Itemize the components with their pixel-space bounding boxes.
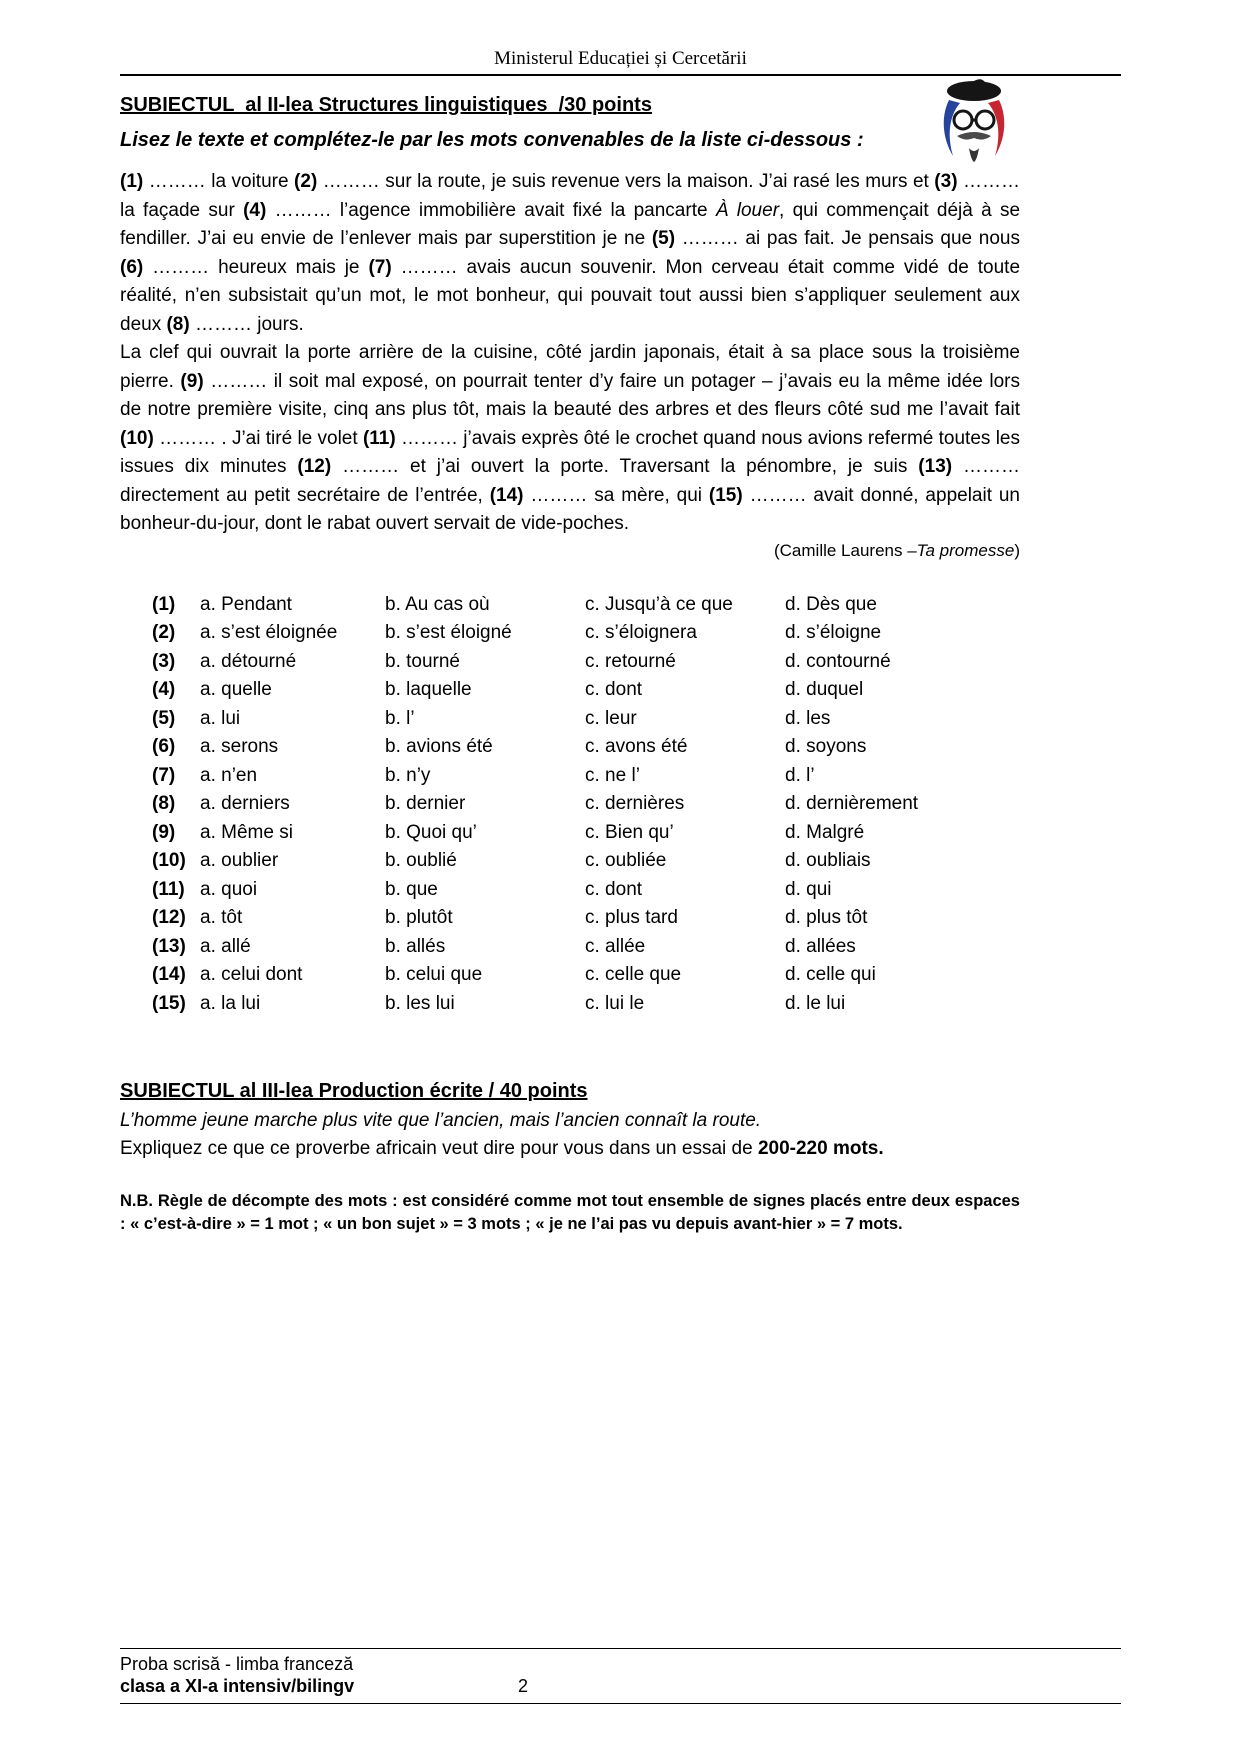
- option-c: c. ne l’: [585, 764, 640, 786]
- option-d: d. le lui: [785, 992, 846, 1014]
- option-b: b. les lui: [385, 992, 455, 1014]
- option-b: b. dernier: [385, 793, 466, 814]
- option-c: c. plus tard: [585, 907, 678, 928]
- option-number: (10): [152, 850, 186, 871]
- option-d: d. contourné: [785, 650, 891, 672]
- option-a: a. quelle: [200, 679, 272, 700]
- option-c: c. Jusqu’à ce que: [585, 593, 733, 615]
- option-number: (2): [152, 622, 176, 643]
- option-number: (9): [152, 821, 176, 843]
- option-a: a. s’est éloignée: [200, 622, 338, 643]
- option-a: a. quoi: [200, 878, 258, 900]
- option-c: c. dont: [585, 878, 643, 900]
- option-row: [152, 904, 1020, 933]
- option-row: [152, 933, 1020, 962]
- option-number: (4): [152, 679, 176, 700]
- option-a: a. serons: [200, 736, 279, 757]
- option-number: (6): [152, 736, 176, 757]
- option-a: a. détourné: [200, 650, 297, 672]
- option-a: a. la lui: [200, 992, 261, 1014]
- option-c: c. dont: [585, 679, 643, 700]
- option-b: b. s’est éloigné: [385, 622, 512, 643]
- option-row: [152, 676, 1020, 705]
- option-b: b. l’: [385, 707, 415, 729]
- option-c: c. oubliée: [585, 850, 667, 871]
- option-b: b. oublié: [385, 850, 457, 871]
- option-row: [152, 961, 1020, 990]
- option-number: (5): [152, 707, 176, 729]
- section2-instruction: Lisez le texte et complétez-le par les mots convenables de la liste ci-dessous :: [120, 129, 864, 151]
- option-b: b. allés: [385, 935, 446, 957]
- option-d: d. l’: [785, 764, 815, 786]
- cloze-paragraph-2: La clef qui ouvrait la porte arrière de la cuisine, côté jardin japonais, était à sa place sous la troisième pierre. (9) ……… il soit mal exposé, on pourrait tenter d’y faire un potager – j’avais eu la même idée lors de notre première visite, cinq ans plus tôt, mais la beauté des arbres et des fleurs côté sud me l’avait fait (10) ……… . J’ai tiré le volet (11) ……… j’avais exprès ôté le crochet quand nous avions refermé toutes les issues dix minutes (12) ……… et j’ai ouvert la porte. Traversant la pénombre, je suis (13) ……… directement au petit secrétaire de l’entrée, (14) ……… sa mère, qui (15) ……… avait donné, appelait un bonheur-du-jour, dont le rabat ouvert servait de vide-poches.: [120, 342, 1021, 534]
- option-row: [152, 705, 1020, 734]
- page-header: [120, 0, 1121, 76]
- section2-heading: [120, 94, 1020, 117]
- option-b: b. tourné: [385, 650, 460, 672]
- option-a: a. celui dont: [200, 964, 303, 985]
- section2-title: SUBIECTUL al II-lea Structures linguistiques /30 points: [120, 94, 652, 116]
- option-d: d. Malgré: [785, 821, 865, 843]
- option-b: b. avions été: [385, 736, 493, 757]
- option-d: d. les: [785, 707, 831, 729]
- option-number: (11): [152, 878, 185, 900]
- option-row: [152, 819, 1020, 848]
- option-a: a. Pendant: [200, 593, 292, 615]
- section3-title: SUBIECTUL al III-lea Production écrite / 40 points: [120, 1080, 588, 1102]
- option-c: c. leur: [585, 707, 637, 729]
- option-d: d. duquel: [785, 679, 864, 700]
- task-text: Expliquez ce que ce proverbe africain veut dire pour vous dans un essai de 200-220 mots.: [120, 1138, 884, 1159]
- option-row: [152, 591, 1020, 620]
- option-number: (12): [152, 907, 186, 928]
- footer-exam-name: Proba scrisă - limba franceză: [120, 1654, 354, 1674]
- options-table: [152, 591, 1020, 1019]
- option-d: d. oubliais: [785, 850, 871, 871]
- option-a: a. allé: [200, 935, 251, 957]
- option-a: a. Même si: [200, 821, 293, 843]
- option-d: d. soyons: [785, 736, 867, 757]
- option-b: b. laquelle: [385, 679, 472, 700]
- option-row: [152, 619, 1020, 648]
- text-attribution: (Camille Laurens –Ta promesse): [773, 540, 1020, 560]
- option-c: c. allée: [585, 935, 646, 957]
- option-row: [152, 790, 1020, 819]
- option-number: (1): [152, 593, 176, 615]
- option-number: (14): [152, 964, 186, 985]
- option-b: b. que: [385, 878, 438, 900]
- option-a: a. n’en: [200, 764, 258, 786]
- option-number: (8): [152, 793, 176, 814]
- proverb-text: L’homme jeune marche plus vite que l’ancien, mais l’ancien connaît la route.: [120, 1110, 762, 1131]
- option-d: d. allées: [785, 935, 856, 957]
- option-d: d. plus tôt: [785, 907, 868, 928]
- option-c: c. lui le: [585, 992, 645, 1014]
- option-c: c. Bien qu’: [585, 821, 674, 843]
- cloze-paragraph-1: (1) ……… la voiture (2) ……… sur la route, je suis revenue vers la maison. J’ai rasé les murs et (3) ……… la façade sur (4) ……… l’agence immobilière avait fixé la pancarte À louer, qui commençait déjà à se fendiller. J’ai eu envie de l’enlever mais par superstition je ne (5) ……… ai pas fait. Je pensais que nous (6) ……… heureux mais je (7) ……… avais aucun souvenir. Mon cerveau était comme vidé de toute réalité, n’en subsistait qu’un mot, le mot bonheur, qui pouvait tout aussi bien s’appliquer seulement aux deux (8) ……… jours.: [120, 171, 1021, 335]
- option-a: a. derniers: [200, 793, 290, 814]
- option-number: (7): [152, 764, 176, 786]
- option-d: d. qui: [785, 878, 832, 900]
- ministry-name: Ministerul Educației și Cercetării: [494, 48, 747, 69]
- option-b: b. plutôt: [385, 907, 453, 928]
- option-c: c. celle que: [585, 964, 682, 985]
- nb-note: N.B. Règle de décompte des mots : est considéré comme mot tout ensemble de signes placés entre deux espaces : « c’est-à-dire » = 1 mot ; « un bon sujet » = 3 mots ; « je ne l’ai pas vu depuis avant-hier » = 7 mots.: [120, 1192, 1020, 1233]
- page-number: 2: [518, 1676, 529, 1696]
- option-row: [152, 733, 1020, 762]
- option-number: (3): [152, 650, 176, 672]
- page-footer: [120, 1648, 1121, 1704]
- option-c: c. retourné: [585, 650, 676, 672]
- option-c: c. dernières: [585, 793, 685, 814]
- option-number: (13): [152, 935, 186, 957]
- option-c: c. s’éloignera: [585, 622, 697, 643]
- option-d: d. celle qui: [785, 964, 876, 985]
- option-row: [152, 648, 1020, 677]
- footer-class-row: [120, 1675, 1121, 1697]
- option-a: a. lui: [200, 707, 241, 729]
- option-b: b. Au cas où: [385, 593, 490, 615]
- option-row: [152, 876, 1020, 905]
- option-a: a. oublier: [200, 850, 279, 871]
- option-c: c. avons été: [585, 736, 688, 757]
- option-row: [152, 990, 1020, 1019]
- page-content: [120, 72, 1020, 1236]
- option-d: d. s’éloigne: [785, 622, 882, 643]
- option-row: [152, 847, 1020, 876]
- option-b: b. n’y: [385, 764, 431, 786]
- option-a: a. tôt: [200, 907, 243, 928]
- option-row: [152, 762, 1020, 791]
- footer-class: clasa a XI-a intensiv/bilingv: [120, 1676, 355, 1696]
- option-b: b. Quoi qu’: [385, 821, 477, 843]
- option-d: d. dernièrement: [785, 793, 919, 814]
- option-b: b. celui que: [385, 964, 483, 985]
- option-number: (15): [152, 992, 186, 1014]
- option-d: d. Dès que: [785, 593, 877, 615]
- section3-heading: [120, 1080, 1020, 1103]
